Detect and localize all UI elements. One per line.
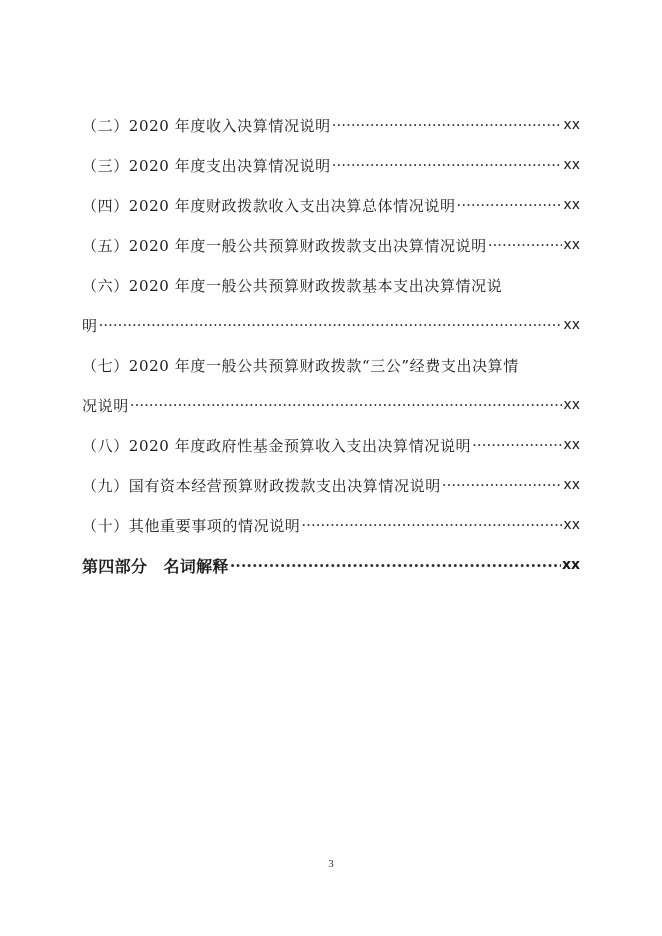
toc-entry-government-fund[interactable] bbox=[82, 425, 580, 465]
toc-entry-title: （五）2020 年度一般公共预算财政拨款支出决算情况说明 bbox=[82, 236, 487, 255]
dot-leader bbox=[301, 516, 562, 534]
toc-entry-title: （七）2020 年度一般公共预算财政拨款“三公”经费支出决算情 bbox=[82, 356, 519, 375]
toc-page-number: xx bbox=[563, 197, 580, 213]
toc-page-number: xx bbox=[563, 397, 580, 413]
toc-entry-three-public-line2[interactable] bbox=[82, 385, 580, 425]
toc-page-number: xx bbox=[563, 157, 580, 173]
toc-entry-title: （二）2020 年度收入决算情况说明 bbox=[82, 116, 331, 135]
dot-leader bbox=[457, 196, 563, 214]
dot-leader bbox=[488, 236, 563, 254]
toc-page-number: xx bbox=[563, 477, 580, 493]
toc-entry-title: （九）国有资本经营预算财政拨款支出决算情况说明 bbox=[82, 476, 441, 495]
dot-leader bbox=[130, 396, 563, 414]
toc-page-number: xx bbox=[563, 517, 580, 533]
toc-entry-title-continued: 明 bbox=[82, 316, 98, 335]
toc-entry-basic-expenditure-line2[interactable] bbox=[82, 305, 580, 345]
toc-entry-other-matters[interactable] bbox=[82, 505, 580, 545]
toc-entry-three-public-line1[interactable] bbox=[82, 345, 580, 385]
toc-page-number: xx bbox=[563, 117, 580, 133]
toc-entry-state-capital[interactable] bbox=[82, 465, 580, 505]
toc-entry-title: （十）其他重要事项的情况说明 bbox=[82, 516, 301, 535]
toc-entry-title: （六）2020 年度一般公共预算财政拨款基本支出决算情况说 bbox=[82, 276, 503, 295]
dot-leader bbox=[230, 556, 561, 575]
dot-leader bbox=[472, 436, 562, 454]
toc-entry-expenditure[interactable] bbox=[82, 145, 580, 185]
toc-entry-part4-glossary[interactable] bbox=[82, 545, 580, 585]
dot-leader bbox=[332, 156, 563, 174]
toc-entry-title: （三）2020 年度支出决算情况说明 bbox=[82, 156, 331, 175]
toc-entry-title: （八）2020 年度政府性基金预算收入支出决算情况说明 bbox=[82, 436, 472, 455]
toc-entry-title-continued: 况说明 bbox=[82, 396, 129, 415]
toc-page-number: xx bbox=[563, 237, 580, 253]
toc-page-number: xx bbox=[563, 437, 580, 453]
toc-page-number: xx bbox=[561, 557, 580, 573]
toc-entry-basic-expenditure-line1[interactable] bbox=[82, 265, 580, 305]
toc-entry-fiscal-total[interactable] bbox=[82, 185, 580, 225]
toc-part-title: 第四部分 名词解释 bbox=[82, 556, 229, 576]
dot-leader bbox=[332, 116, 563, 134]
table-of-contents bbox=[82, 105, 580, 585]
toc-entry-general-budget[interactable] bbox=[82, 225, 580, 265]
page-number: 3 bbox=[328, 858, 334, 870]
toc-page-number: xx bbox=[563, 317, 580, 333]
toc-entry-income[interactable] bbox=[82, 105, 580, 145]
toc-entry-title: （四）2020 年度财政拨款收入支出决算总体情况说明 bbox=[82, 196, 456, 215]
dot-leader bbox=[442, 476, 563, 494]
dot-leader bbox=[99, 316, 563, 334]
